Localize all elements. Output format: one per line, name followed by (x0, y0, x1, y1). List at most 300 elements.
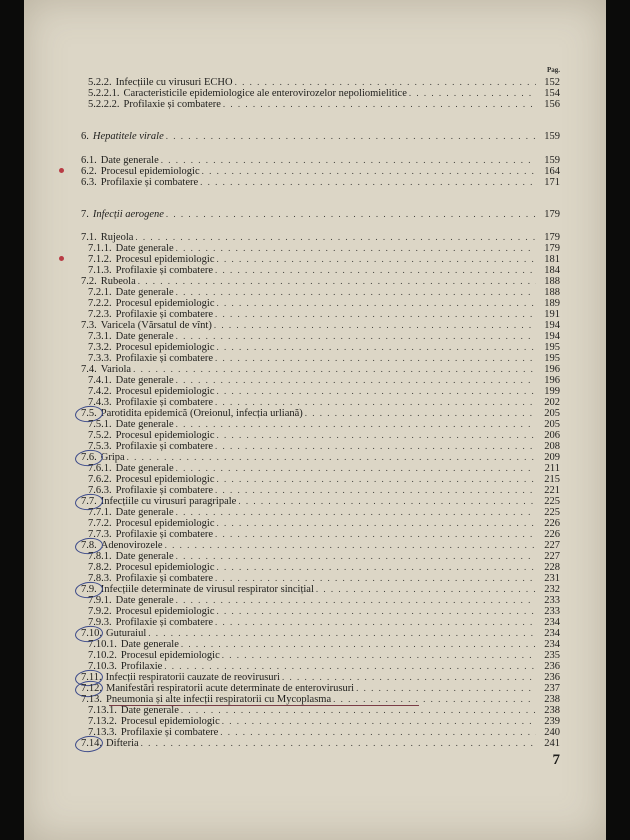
toc-title: Profilaxie și combatere (115, 265, 214, 276)
toc-page-number: 206 (544, 430, 560, 441)
toc-page-number: 234 (544, 628, 560, 639)
dot-leader (176, 331, 536, 342)
toc-label (81, 88, 409, 99)
dot-leader (215, 441, 536, 452)
toc-page-number: 171 (544, 177, 560, 188)
toc-row (81, 276, 560, 287)
toc-title: Date generale (100, 155, 159, 166)
toc-page-number: 195 (544, 342, 560, 353)
toc-page-number: 225 (544, 496, 560, 507)
toc-label (81, 232, 135, 243)
toc-title: Date generale (115, 595, 174, 606)
toc-row (81, 463, 560, 474)
toc-number: 7.9.1. (88, 595, 112, 606)
toc-title: Guturaiul (106, 628, 147, 639)
toc-number: 7.6. (81, 452, 97, 463)
toc-page-number: 232 (544, 584, 560, 595)
toc-page-number: 236 (544, 672, 560, 683)
toc-title: Procesul epidemiologic (120, 716, 220, 727)
toc-title: Date generale (115, 419, 174, 430)
toc-title: Varicela (Vărsatul de vînt) (100, 320, 212, 331)
toc-row (81, 408, 560, 419)
toc-label (81, 727, 220, 738)
toc-title: Caracteristicile epidemiologice ale enterovirozelor nepoliomielitice (123, 88, 407, 99)
book-page (24, 0, 606, 840)
toc-row (81, 430, 560, 441)
dot-leader (127, 452, 536, 463)
toc-label (81, 474, 216, 485)
dot-leader (215, 573, 536, 584)
dot-leader (181, 639, 536, 650)
toc-page-number: 227 (544, 540, 560, 551)
toc-number: 7.2.2. (88, 298, 112, 309)
toc-title: Procesul epidemiologic (115, 342, 215, 353)
toc-number: 5.2.2.1. (88, 88, 120, 99)
toc-page-number: 226 (544, 529, 560, 540)
toc-page-number: 234 (544, 639, 560, 650)
toc-row (81, 507, 560, 518)
toc-page-number: 184 (544, 265, 560, 276)
toc-page-number: 199 (544, 386, 560, 397)
toc-number: 7.1.3. (88, 265, 112, 276)
toc-row (81, 617, 560, 628)
toc-page-number: 209 (544, 452, 560, 463)
dot-leader (176, 243, 536, 254)
toc-number: 7. (81, 209, 89, 220)
toc-page-number: 196 (544, 364, 560, 375)
toc-page-number: 188 (544, 276, 560, 287)
toc-label (81, 496, 238, 507)
toc-label (81, 309, 215, 320)
toc-page-number: 215 (544, 474, 560, 485)
toc-page-number: 196 (544, 375, 560, 386)
dot-leader (176, 551, 536, 562)
toc-label (81, 595, 176, 606)
toc-page-number: 241 (544, 738, 560, 749)
toc-row (81, 243, 560, 254)
dot-leader (166, 209, 536, 220)
toc-number: 7.7.2. (88, 518, 112, 529)
dot-leader (238, 496, 536, 507)
toc-title: Date generale (120, 705, 179, 716)
toc-page-number: 234 (544, 617, 560, 628)
toc-number: 7.3.1. (88, 331, 112, 342)
dot-leader (409, 88, 536, 99)
toc-number: 7.6.3. (88, 485, 112, 496)
dot-leader (176, 463, 536, 474)
toc-page-number: 179 (544, 232, 560, 243)
toc-number: 7.8.2. (88, 562, 112, 573)
toc-label (81, 408, 305, 419)
toc-number: 7.1.1. (88, 243, 112, 254)
toc-number: 7.9.3. (88, 617, 112, 628)
toc-number: 7.13.1. (88, 705, 117, 716)
toc-label (81, 430, 216, 441)
toc-page-number: 195 (544, 353, 560, 364)
toc-number: 5.2.2. (88, 77, 112, 88)
toc-row (81, 738, 560, 749)
toc-title: Gripa (100, 452, 125, 463)
toc-row (81, 639, 560, 650)
red-ink-dot (59, 256, 64, 261)
toc-number: 7.13.3. (88, 727, 117, 738)
toc-page-number: 159 (544, 155, 560, 166)
toc-number: 7.10.3. (88, 661, 117, 672)
toc-number: 7.7.3. (88, 529, 112, 540)
toc-number: 7.5.2. (88, 430, 112, 441)
toc-row (81, 287, 560, 298)
toc-label (81, 99, 223, 110)
toc-title: Procesul epidemiologic (100, 166, 200, 177)
table-of-contents (24, 0, 606, 840)
toc-row (81, 342, 560, 353)
toc-title: Procesul epidemiologic (115, 254, 215, 265)
toc-page-number: 179 (544, 209, 560, 220)
toc-label (81, 243, 176, 254)
toc-page-number: 181 (544, 254, 560, 265)
dot-leader (282, 672, 536, 683)
toc-title: Date generale (115, 287, 174, 298)
toc-title: Profilaxie și combatere (115, 529, 214, 540)
toc-page-number: 233 (544, 606, 560, 617)
toc-label (81, 485, 215, 496)
toc-title: Date generale (120, 639, 179, 650)
toc-title: Date generale (115, 463, 174, 474)
toc-title: Profilaxie și combatere (120, 727, 219, 738)
toc-title: Pneumonia și alte infecții respiratorii cu Mycoplasma (106, 694, 332, 705)
toc-number: 6.3. (81, 177, 97, 188)
toc-title: Profilaxie și combatere (115, 309, 214, 320)
toc-title: Procesul epidemiologic (115, 562, 215, 573)
dot-leader (138, 276, 536, 287)
toc-label (81, 131, 166, 142)
dot-leader (176, 287, 536, 298)
toc-row (81, 727, 560, 738)
toc-number: 7.14. (81, 738, 102, 749)
toc-title: Procesul epidemiologic (120, 650, 220, 661)
toc-label (81, 353, 215, 364)
dot-leader (222, 716, 536, 727)
toc-title: Profilaxie și combatere (123, 99, 221, 110)
toc-number: 7.1.2. (88, 254, 112, 265)
toc-title: Procesul epidemiologic (115, 474, 215, 485)
toc-label (81, 166, 202, 177)
toc-row (81, 353, 560, 364)
toc-number: 7.2.3. (88, 309, 112, 320)
toc-page-number: 164 (544, 166, 560, 177)
toc-title: Difteria (106, 738, 139, 749)
dot-leader (135, 232, 536, 243)
toc-label (81, 386, 216, 397)
toc-row (81, 694, 560, 705)
toc-number: 7.5.1. (88, 419, 112, 430)
toc-row (81, 364, 560, 375)
dot-leader (215, 353, 536, 364)
toc-page-number: 211 (544, 463, 560, 474)
toc-row (81, 320, 560, 331)
toc-page-number: 189 (544, 298, 560, 309)
toc-number: 7.8. (81, 540, 97, 551)
toc-page-number: 208 (544, 441, 560, 452)
toc-chapter-row (81, 209, 560, 220)
page-number: 7 (552, 752, 560, 768)
toc-title: Procesul epidemiologic (115, 518, 215, 529)
toc-label (81, 617, 215, 628)
toc-page-number: 225 (544, 507, 560, 518)
dot-leader (216, 386, 536, 397)
toc-label (81, 562, 216, 573)
dot-leader (214, 320, 536, 331)
toc-label (81, 320, 214, 331)
toc-row (81, 177, 560, 188)
toc-page-number: 221 (544, 485, 560, 496)
toc-page-number: 205 (544, 419, 560, 430)
toc-title: Date generale (115, 331, 174, 342)
toc-label (81, 77, 235, 88)
toc-title: Date generale (115, 551, 174, 562)
toc-title: Profilaxie și combatere (115, 441, 214, 452)
toc-label (81, 155, 161, 166)
toc-number: 5.2.2.2. (88, 99, 120, 110)
toc-row (81, 419, 560, 430)
dot-leader (216, 254, 536, 265)
toc-label (81, 518, 216, 529)
toc-page-number: 235 (544, 650, 560, 661)
dot-leader (220, 727, 536, 738)
toc-title: Adenovirozele (100, 540, 163, 551)
toc-label (81, 672, 282, 683)
toc-label (81, 177, 200, 188)
toc-number: 7.4.1. (88, 375, 112, 386)
dot-leader (215, 617, 536, 628)
toc-number: 7.2.1. (88, 287, 112, 298)
toc-title: Manifestări respiratorii acute determinate de enterovirusuri (106, 683, 355, 694)
toc-title: Hepatitele virale (92, 131, 164, 142)
toc-page-number: 156 (544, 99, 560, 110)
toc-row (81, 265, 560, 276)
toc-number: 6.1. (81, 155, 97, 166)
toc-page-number: 152 (544, 77, 560, 88)
toc-number: 7.7.1. (88, 507, 112, 518)
toc-number: 7.9. (81, 584, 97, 595)
toc-label (81, 276, 138, 287)
dot-leader (176, 419, 536, 430)
toc-row (81, 254, 560, 265)
toc-label (81, 606, 216, 617)
dot-leader (216, 518, 536, 529)
toc-label (81, 507, 176, 518)
toc-number: 7.13. (81, 694, 102, 705)
toc-row (81, 77, 560, 88)
toc-label (81, 331, 176, 342)
toc-label (81, 650, 222, 661)
toc-row (81, 166, 560, 177)
toc-row (81, 331, 560, 342)
dot-leader (333, 694, 536, 705)
toc-row (81, 375, 560, 386)
toc-number: 7.12. (81, 683, 102, 694)
dot-leader (200, 177, 536, 188)
toc-row (81, 441, 560, 452)
dot-leader (176, 595, 536, 606)
toc-row (81, 386, 560, 397)
toc-row (81, 562, 560, 573)
toc-title: Infecții aerogene (92, 209, 164, 220)
toc-page-number: 194 (544, 331, 560, 342)
toc-number: 7.9.2. (88, 606, 112, 617)
toc-page-number: 228 (544, 562, 560, 573)
toc-number: 6. (81, 131, 89, 142)
toc-title: Date generale (115, 243, 174, 254)
dot-leader (133, 364, 536, 375)
toc-number: 7.8.1. (88, 551, 112, 562)
toc-title: Profilaxie și combatere (115, 397, 214, 408)
toc-title: Profilaxie și combatere (100, 177, 199, 188)
toc-page-number: 238 (544, 694, 560, 705)
toc-row (81, 529, 560, 540)
toc-title: Variola (100, 364, 132, 375)
toc-number: 7.10.2. (88, 650, 117, 661)
toc-number: 7.6.1. (88, 463, 112, 474)
toc-label (81, 639, 181, 650)
dot-leader (216, 562, 536, 573)
toc-number: 7.3.2. (88, 342, 112, 353)
toc-label (81, 419, 176, 430)
toc-label (81, 441, 215, 452)
toc-title: Procesul epidemiologic (115, 298, 215, 309)
toc-chapter-row (81, 131, 560, 142)
toc-number: 7.1. (81, 232, 97, 243)
toc-row (81, 496, 560, 507)
dot-leader (141, 738, 536, 749)
toc-row (81, 606, 560, 617)
toc-label (81, 683, 356, 694)
toc-page-number: 231 (544, 573, 560, 584)
toc-page-number: 191 (544, 309, 560, 320)
toc-number: 7.2. (81, 276, 97, 287)
toc-row (81, 650, 560, 661)
toc-title: Infecțiile cu virusuri ECHO (115, 77, 233, 88)
dot-leader (215, 265, 536, 276)
toc-label (81, 573, 215, 584)
toc-title: Procesul epidemiologic (115, 430, 215, 441)
toc-row (81, 661, 560, 672)
dot-leader (165, 540, 536, 551)
toc-page-number: 159 (544, 131, 560, 142)
toc-number: 7.5.3. (88, 441, 112, 452)
toc-title: Profilaxie (120, 661, 163, 672)
toc-label (81, 298, 216, 309)
toc-label (81, 463, 176, 474)
toc-row (81, 232, 560, 243)
toc-page-number: 205 (544, 408, 560, 419)
dot-leader (202, 166, 536, 177)
toc-page-number: 236 (544, 661, 560, 672)
toc-page-number: 239 (544, 716, 560, 727)
dot-leader (176, 507, 536, 518)
dot-leader (215, 485, 536, 496)
toc-title: Infecțiile determinate de virusul respirator sincițial (100, 584, 314, 595)
toc-title: Rujeola (100, 232, 134, 243)
dot-leader (316, 584, 536, 595)
dot-leader (166, 131, 536, 142)
toc-row (81, 672, 560, 683)
toc-label (81, 209, 166, 220)
toc-row (81, 397, 560, 408)
toc-title: Rubeola (100, 276, 136, 287)
toc-label (81, 364, 133, 375)
toc-title: Procesul epidemiologic (115, 606, 215, 617)
toc-page-number: 154 (544, 88, 560, 99)
toc-page-number: 233 (544, 595, 560, 606)
toc-page-number: 240 (544, 727, 560, 738)
toc-row (81, 705, 560, 716)
dot-leader (181, 705, 536, 716)
toc-row (81, 298, 560, 309)
toc-page-number: 226 (544, 518, 560, 529)
toc-page-number: 179 (544, 243, 560, 254)
toc-title: Date generale (115, 507, 174, 518)
dot-leader (216, 342, 536, 353)
toc-label (81, 716, 222, 727)
toc-row (81, 518, 560, 529)
toc-row (81, 595, 560, 606)
toc-number: 7.10. (81, 628, 102, 639)
toc-row (81, 584, 560, 595)
toc-title: Date generale (115, 375, 174, 386)
toc-label (81, 287, 176, 298)
toc-row (81, 155, 560, 166)
dot-leader (216, 430, 536, 441)
toc-label (81, 584, 316, 595)
toc-row (81, 683, 560, 694)
toc-title: Parotidita epidemică (Oreionul, infecția urliană) (100, 408, 303, 419)
toc-number: 7.3.3. (88, 353, 112, 364)
dot-leader (356, 683, 536, 694)
toc-page-number: 227 (544, 551, 560, 562)
dot-leader (215, 529, 536, 540)
toc-title: Procesul epidemiologic (115, 386, 215, 397)
dot-leader (222, 650, 536, 661)
toc-number: 7.3. (81, 320, 97, 331)
toc-number: 7.13.2. (88, 716, 117, 727)
toc-number: 7.4.2. (88, 386, 112, 397)
toc-title: Profilaxie și combatere (115, 353, 214, 364)
dot-leader (164, 661, 536, 672)
dot-leader (148, 628, 536, 639)
toc-row (81, 99, 560, 110)
toc-page-number: 194 (544, 320, 560, 331)
toc-label (81, 265, 215, 276)
toc-label (81, 342, 216, 353)
toc-title: Profilaxie și combatere (115, 617, 214, 628)
toc-page-number: 202 (544, 397, 560, 408)
toc-label (81, 705, 181, 716)
dot-leader (235, 77, 536, 88)
toc-page-number: 188 (544, 287, 560, 298)
dot-leader (223, 99, 536, 110)
dot-leader (216, 474, 536, 485)
toc-title: Profilaxie și combatere (115, 485, 214, 496)
red-ink-dot (59, 168, 64, 173)
toc-row (81, 540, 560, 551)
toc-title: Infecțiile cu virusuri paragripale (100, 496, 237, 507)
toc-row (81, 716, 560, 727)
toc-row (81, 628, 560, 639)
pag-column-header: Pag. (546, 66, 560, 74)
toc-title: Profilaxie și combatere (115, 573, 214, 584)
toc-label (81, 551, 176, 562)
